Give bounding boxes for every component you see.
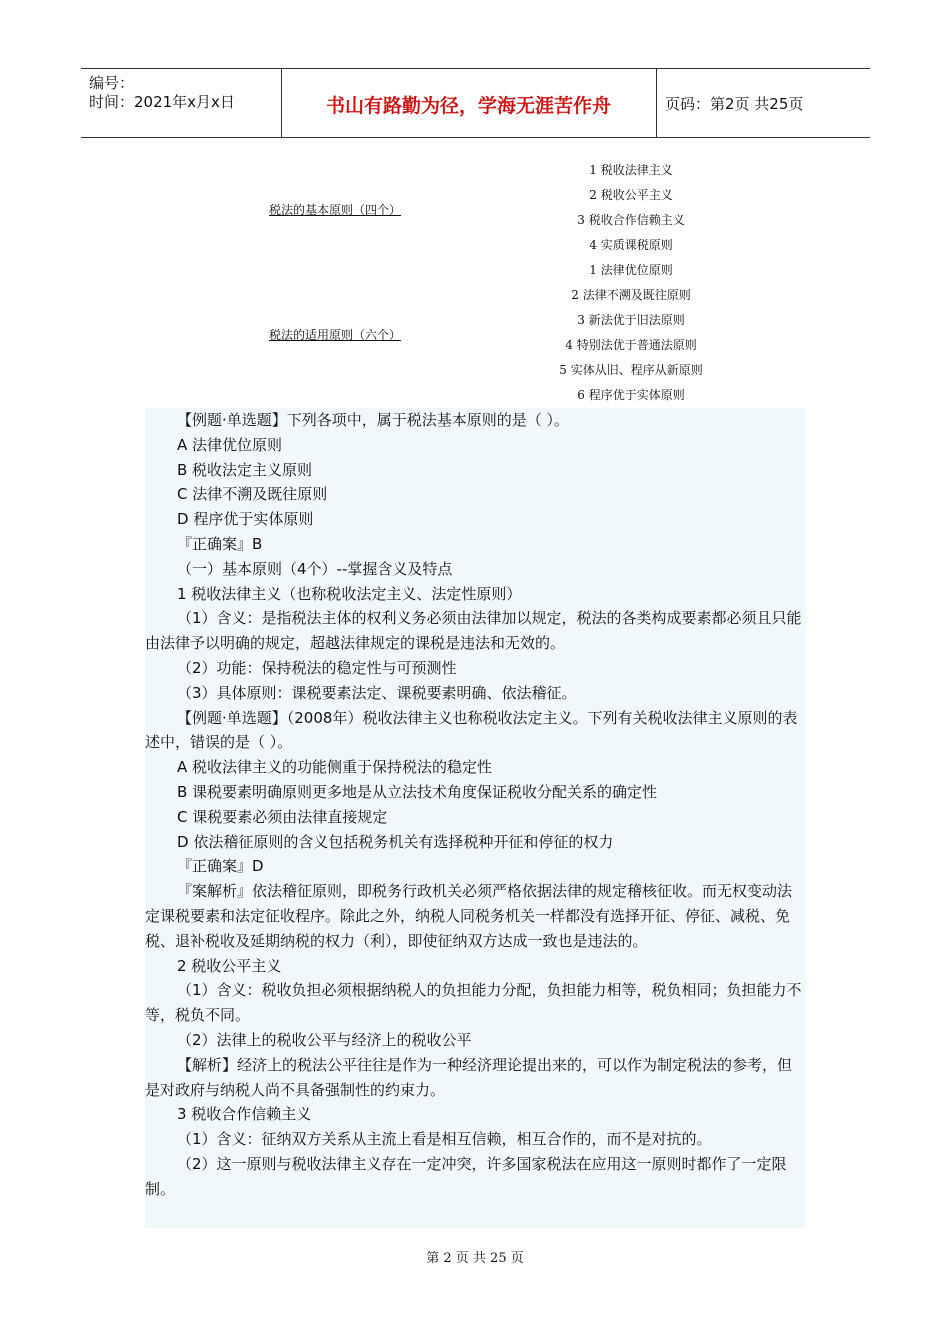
body-paragraph: 2 税收公平主义 [177, 956, 282, 975]
tree-item: 4 特别法优于普通法原则 [565, 338, 697, 352]
page-number-label: 页码：第2页 共25页 [665, 95, 804, 113]
body-paragraph: （2）这一原则与税收法律主义存在一定冲突，许多国家税法在应用这一原则时都作了一定限制。 [145, 1154, 787, 1198]
body-paragraph: D 程序优于实体原则 [177, 510, 314, 529]
body-paragraph: A 税收法律主义的功能侧重于保持税法的稳定性 [177, 758, 493, 777]
body-paragraph: D 依法稽征原则的含义包括税务机关有选择税种开征和停征的权力 [177, 832, 614, 851]
tree-item: 3 新法优于旧法原则 [577, 313, 685, 327]
tree-basic-label: 税法的基本原则（四个） [269, 203, 402, 217]
body-paragraph: （2）法律上的税收公平与经济上的税收公平 [177, 1030, 472, 1049]
body-paragraph: A 法律优位原则 [177, 435, 283, 454]
tree-item: 2 税收公平主义 [589, 188, 673, 202]
body-paragraph: （一）基本原则（4个）--掌握含义及特点 [177, 559, 453, 578]
tree-item: 3 税收合作信赖主义 [577, 213, 685, 227]
body-paragraph: C 法律不溯及既往原则 [177, 485, 328, 504]
header-left-cell [81, 69, 282, 137]
page-footer: 第 2 页 共 25 页 [426, 1251, 524, 1266]
tree-item: 5 实体从旧、程序从新原则 [559, 363, 703, 377]
body-paragraph: （3）具体原则：课税要素法定、课税要素明确、依法稽征。 [177, 683, 577, 702]
tree-item: 6 程序优于实体原则 [577, 388, 685, 402]
tree-item: 1 税收法律主义 [589, 163, 673, 177]
tree-right-list [520, 158, 742, 408]
header-right-cell [657, 69, 870, 137]
body-paragraph: （1）含义：税收负担必须根据纳税人的负担能力分配，负担能力相等，税负相同；负担能力不等，税负不同。 [145, 981, 802, 1025]
body-paragraph: 【例题·单选题】下列各项中，属于税法基本原则的是（ ）。 [177, 411, 570, 429]
body-paragraph: 【例题·单选题】（2008年）税收法律主义也称税收法定主义。下列有关税收法律主义原则的表述中，错误的是（ ）。 [145, 708, 798, 752]
header-center-cell [281, 69, 657, 137]
tree-item: 1 法律优位原则 [589, 263, 673, 277]
document-number-label: 编号： [89, 74, 135, 92]
tree-item: 4 实质课税原则 [589, 238, 673, 252]
body-paragraph: C 课税要素必须由法律直接规定 [177, 807, 388, 826]
body-paragraph: 『正确案』D [177, 857, 264, 876]
main-text-block [145, 408, 806, 1228]
body-paragraph: 『正确案』B [177, 534, 263, 553]
body-paragraph: 『案解析』依法稽征原则，即税务行政机关必须严格依据法律的规定稽核征收。而无权变动法定课税要素和法定征收程序。除此之外，纳税人同税务机关一样都没有选择开征、停征、减税、免税、退补税收及延期纳税的权力（利），即使征纳双方达成一致也是违法的。 [145, 882, 793, 950]
header-motto: 书山有路勤为径，学海无涯苦作舟 [325, 95, 611, 117]
body-paragraph: （1）含义：征纳双方关系从主流上看是相互信赖，相互合作的，而不是对抗的。 [177, 1130, 712, 1149]
tree-item: 2 法律不溯及既往原则 [571, 288, 691, 302]
document-time-label: 时间：2021年x月x日 [89, 93, 235, 111]
body-paragraph: 【解析】经济上的税法公平往往是作为一种经济理论提出来的，可以作为制定税法的参考，但是对政府与纳税人尚不具备强制性的约束力。 [145, 1055, 793, 1099]
body-paragraph: （1）含义：是指税法主体的权利义务必须由法律加以规定，税法的各类构成要素都必须且只能由法律予以明确的规定，超越法律规定的课税是违法和无效的。 [145, 609, 802, 653]
body-paragraph: B 课税要素明确原则更多地是从立法技术角度保证税收分配关系的确定性 [177, 782, 658, 801]
body-paragraph: （2）功能：保持税法的稳定性与可预测性 [177, 658, 457, 677]
body-paragraph: B 税收法定主义原则 [177, 460, 313, 479]
header-table [81, 68, 870, 138]
body-paragraph: 1 税收法律主义（也称税收法定主义、法定性原则） [177, 584, 522, 603]
tree-apply-label: 税法的适用原则（六个） [269, 328, 402, 342]
body-paragraph: 3 税收合作信赖主义 [177, 1105, 312, 1124]
